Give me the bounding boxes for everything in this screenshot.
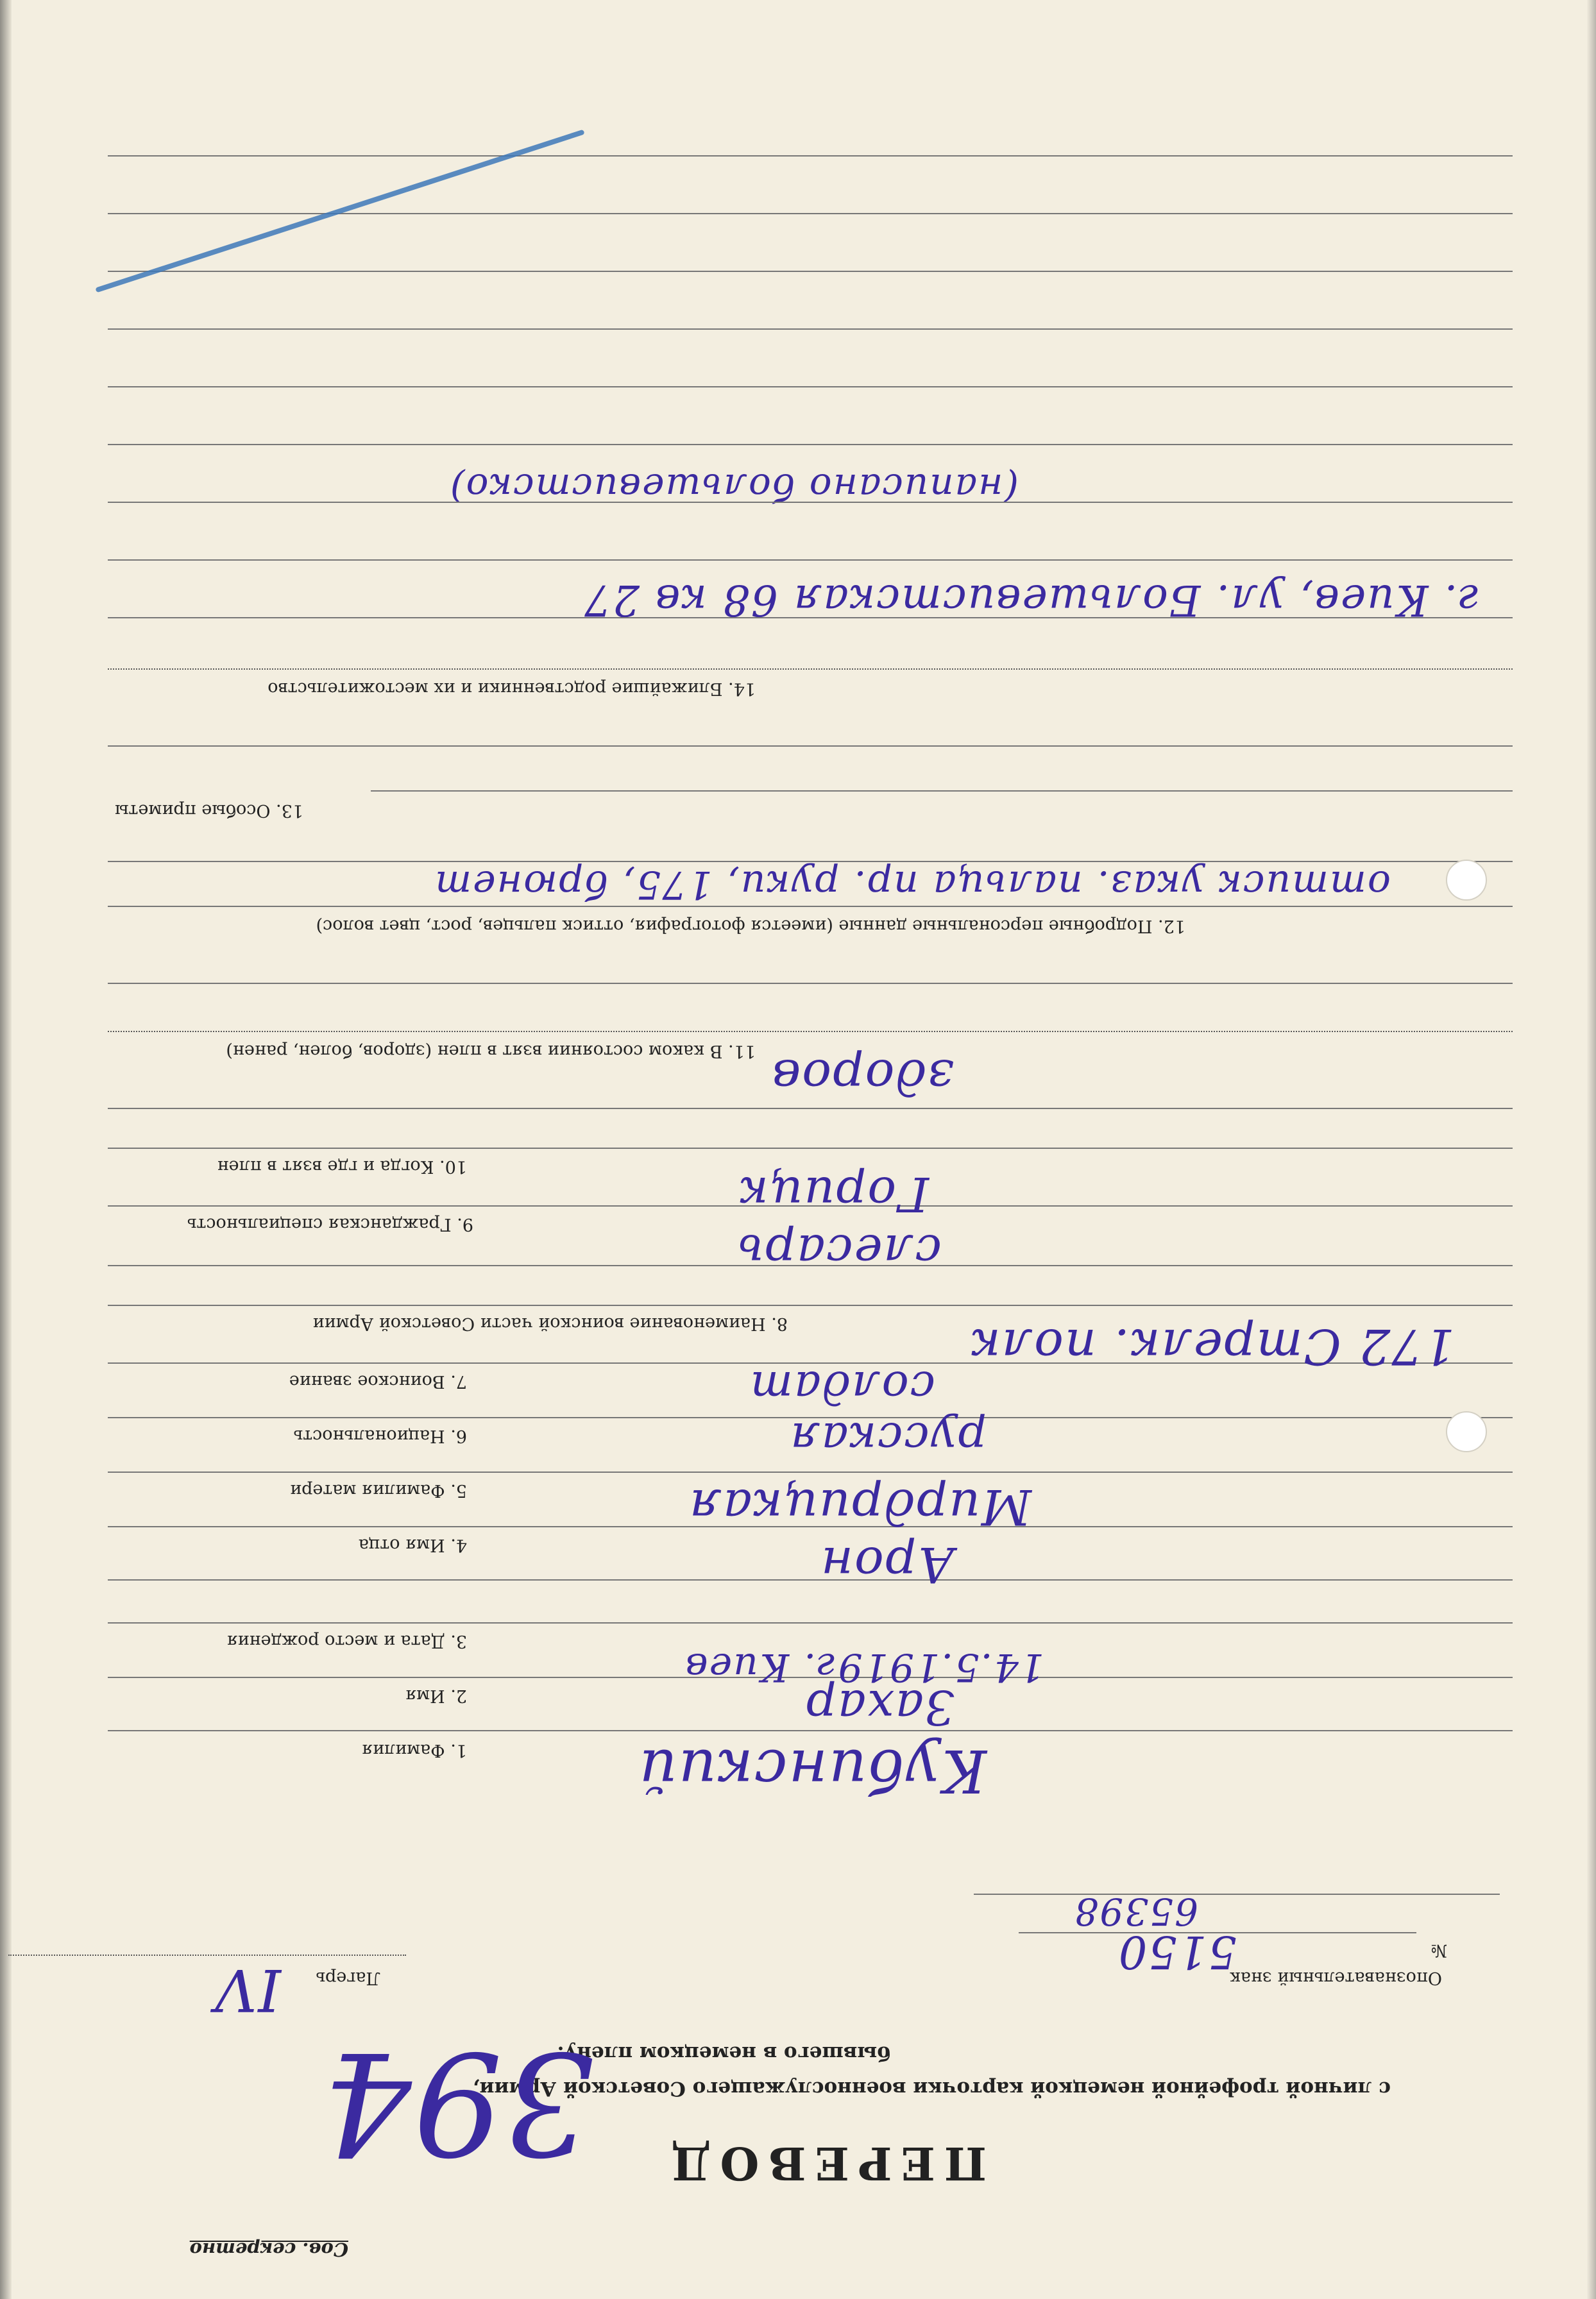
condition-handwritten: здоров [770, 1049, 955, 1106]
form-subtitle-line-2: бывшего в немецком плену. [557, 2042, 890, 2065]
field-line-extra-6 [108, 745, 1513, 747]
form-subtitle-line-1: с личной трофейной немецкой карточки военнослужащего Советской Армии, [472, 2077, 1391, 2100]
birth-handwritten: 14.5.1919г. Киев [684, 1645, 1044, 1690]
camp-label: Лагерь [316, 1968, 380, 1988]
punch-hole-lower [1446, 860, 1487, 901]
field-line-extra-8 [108, 559, 1513, 561]
camp-handwritten: IV [214, 1956, 281, 2023]
field-line-extra-9 [108, 502, 1513, 503]
nationality-handwritten: русская [789, 1412, 987, 1465]
profession-handwritten: слесарь [736, 1224, 942, 1279]
field-line-capture [108, 1148, 1513, 1149]
field-line-extra-12 [108, 328, 1513, 330]
tag-number-sign: № [1430, 1940, 1447, 1960]
field-line-extra-13 [108, 271, 1513, 272]
camp-line [8, 1955, 406, 1956]
tag-label: Опознавательный знак [1229, 1968, 1442, 1988]
archive-number-handwritten: 394 [321, 2021, 594, 2185]
field-line-unit [108, 1305, 1513, 1306]
relatives-note-handwritten: (написано большевистско) [448, 466, 1019, 509]
father-handwritten: Арон [819, 1536, 955, 1593]
field-line-condition [108, 1031, 1513, 1032]
mother-handwritten: Мирдрицкая [688, 1479, 1031, 1536]
classification-label: Сов. секретно [189, 2239, 348, 2261]
field-label-unit: 8. Наименование воинской части Советской Армии [312, 1314, 788, 1334]
tag-line-2 [974, 1894, 1500, 1895]
relatives-handwritten: г. Киев, ул. Большевистская 68 кв 27 [583, 575, 1481, 625]
rank-handwritten: солдат [749, 1361, 935, 1414]
field-label-features: 13. Особые приметы [114, 801, 303, 820]
field-line-features [371, 790, 1513, 792]
punch-hole-upper [1446, 1411, 1487, 1452]
surname-handwritten: Кубинский [638, 1736, 987, 1805]
field-line-birth [108, 1622, 1513, 1624]
field-line-extra-15 [108, 155, 1513, 157]
field-label-personal: 12. Подробные персональные данные (имеется фотография, оттиск пальцев, рост, цвет волос) [316, 916, 1185, 936]
tag-second-number-handwritten: 65398 [1073, 1890, 1198, 1933]
field-line-extra-10 [108, 444, 1513, 445]
field-label-capture: 10. Когда и где взят в плен [217, 1157, 467, 1176]
field-label-name: 2. Имя [405, 1686, 467, 1706]
field-line-relatives [108, 668, 1513, 670]
field-line-extra-4 [108, 983, 1513, 984]
field-label-nationality: 6. Национальность [293, 1426, 467, 1446]
form-title: ПЕРЕВОД [662, 2137, 987, 2190]
field-line-extra-14 [108, 213, 1513, 214]
field-label-surname: 1. Фамилия [361, 1740, 467, 1760]
field-label-birth: 3. Дата и место рождения [226, 1631, 467, 1651]
field-label-rank: 7. Воинское звание [289, 1371, 467, 1391]
name-handwritten: Захар [804, 1679, 955, 1735]
field-line-mother [108, 1472, 1513, 1473]
field-label-profession: 9. Гражданская специальность [187, 1214, 473, 1234]
field-line-extra-11 [108, 386, 1513, 387]
tag-number-handwritten: 5150 [1117, 1926, 1237, 1978]
personal-handwritten: оттиск указ. пальца пр. руки, 175, брюнет [434, 862, 1391, 907]
capture-handwritten: Горицк [738, 1166, 929, 1221]
field-line-extra-7 [108, 617, 1513, 618]
unit-handwritten: 172 Стрелк. полк [970, 1318, 1455, 1375]
field-label-father: 4. Имя отца [358, 1535, 467, 1555]
field-line-extra-5 [108, 861, 1513, 862]
field-label-relatives: 14. Ближайшие родственники и их местожительство [267, 679, 756, 699]
field-line-extra-1 [108, 1579, 1513, 1581]
field-label-mother: 5. Фамилия матери [290, 1480, 467, 1500]
field-label-condition: 11. В каком состоянии взят в плен (здоров, болен, ранен) [226, 1041, 756, 1061]
field-line-extra-3 [108, 1108, 1513, 1109]
